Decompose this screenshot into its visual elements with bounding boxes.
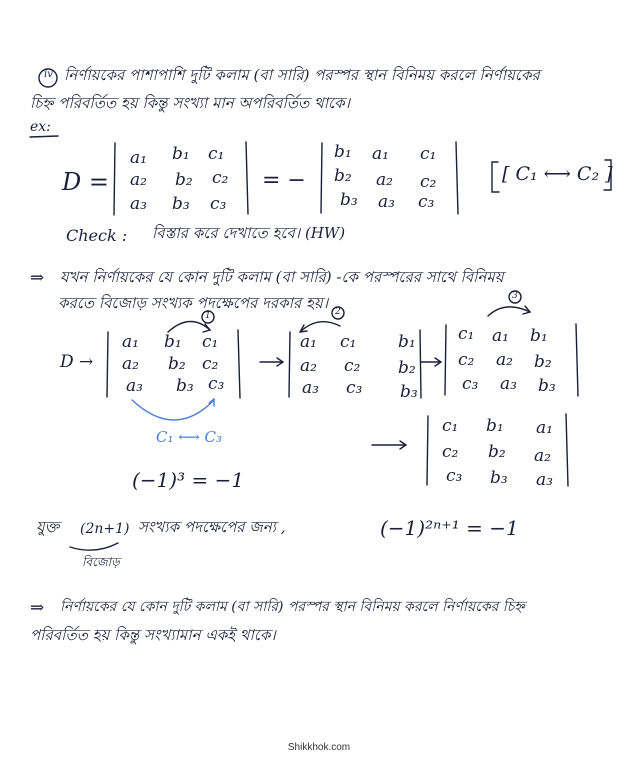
matrix-cell: a₂ <box>130 170 147 190</box>
odd-brace <box>70 543 118 550</box>
matrix-cell: b₁ <box>164 332 182 352</box>
c1-c3-swap-label: C₁ ⟷ C₃ <box>156 428 223 446</box>
matrix-cell: a₃ <box>126 376 143 396</box>
odd-under-label: বিজোড় <box>82 555 120 569</box>
odd-result: (−1)²ⁿ⁺¹ = −1 <box>380 516 519 540</box>
matrix-cell: c₃ <box>418 192 435 212</box>
matrix-cell: b₃ <box>176 376 194 396</box>
example-underline <box>30 136 58 137</box>
matrix-cell: b₃ <box>538 376 556 396</box>
step-number-1: 1 <box>205 311 211 321</box>
matrix-cell: c₂ <box>202 354 219 374</box>
matrix-cell: b₁ <box>486 416 504 436</box>
matrix-cell: a₁ <box>130 148 147 168</box>
step-arrow-3 <box>372 441 406 449</box>
det-bar-left-2 <box>321 143 322 213</box>
matrix-cell: c₁ <box>208 144 225 164</box>
matrix-cell: c₃ <box>462 374 479 394</box>
equals-minus: = − <box>262 168 306 193</box>
matrix-cell: b₂ <box>175 170 193 190</box>
matrix-cell: b₃ <box>400 382 418 402</box>
matrix-cell: a₂ <box>496 350 513 370</box>
point3-line1: নির্ণায়কের যে কোন দুটি কলাম (বা সারি) পরস্পর স্থান বিনিময় করলে নির্ণায়কের চিহ্ন <box>60 599 525 615</box>
det-bar-left-1 <box>114 143 115 215</box>
example-label: ex: <box>30 119 51 135</box>
point2-line1: যখন নির্ণায়কের যে কোন দুটি কলাম (বা সারি) -কে পরস্পরের সাথে বিনিময় <box>60 268 504 286</box>
matrix-cell: a₂ <box>300 356 317 376</box>
matrix-cell: c₃ <box>210 194 227 214</box>
matrix-cell: a₃ <box>130 194 147 214</box>
matrix-cell: a₂ <box>534 446 551 466</box>
matrix-cell: c₂ <box>212 168 229 188</box>
step-arrow-2 <box>421 358 441 366</box>
matrix-cell: b₂ <box>168 354 186 374</box>
c1-c3-arc <box>132 400 214 420</box>
odd-expr: (2n+1) <box>80 521 130 537</box>
matrix-cell: c₃ <box>446 466 463 486</box>
matrix-cell: a₁ <box>536 418 553 438</box>
matrix-cell: c₁ <box>420 144 437 164</box>
matrix-cell: a₃ <box>536 470 553 490</box>
det-bar-right-2 <box>456 142 458 214</box>
section-text-line1: নির্ণায়কের পাশাপাশি দুটি কলাম (বা সারি) পরস্পর স্থান বিনিময় করলে নির্ণায়কের <box>64 66 540 84</box>
matrix-cell: c₁ <box>442 416 459 436</box>
matrix-cell: a₃ <box>500 374 517 394</box>
swap-arc-1 <box>168 321 210 332</box>
matrix-cell: a₁ <box>372 144 389 164</box>
matrix-cell: c₂ <box>420 172 437 192</box>
matrix-cell: b₁ <box>530 326 548 346</box>
matrix-cell: b₂ <box>488 442 506 462</box>
matrix-cell: b₃ <box>340 190 358 210</box>
matrix-cell: b₂ <box>398 358 416 378</box>
point3-line2: পরিবর্তিত হয় কিন্তু সংখ্যামান একই থাকে। <box>30 626 276 644</box>
matrix-cell: a₁ <box>122 332 139 352</box>
matrix-cell: c₂ <box>442 442 459 462</box>
matrix-cell: a₁ <box>492 326 509 346</box>
matrix-cell: b₁ <box>334 142 352 162</box>
check-label: Check : <box>66 226 128 245</box>
footer-site[interactable]: Shikkhok.com <box>287 742 351 753</box>
matrix-cell: a₃ <box>378 192 395 212</box>
section-text-line2: চিহ্ন পরিবর্তিত হয় কিন্তু সংখ্যা মান অপরিবর্তিত থাকে। <box>30 94 350 112</box>
matrix-cell: b₁ <box>172 144 190 164</box>
odd-middle: সংখ্যক পদক্ষেপের জন্য , <box>138 518 286 536</box>
matrix-cell: a₂ <box>122 354 139 374</box>
check-text: বিস্তার করে দেখাতে হবে। (HW) <box>152 224 346 242</box>
matrix-cell: a₃ <box>302 378 319 398</box>
section-number: iv <box>44 69 53 80</box>
d-arrow-label: D → <box>60 352 94 372</box>
swap-arc-3 <box>488 307 530 316</box>
matrix-cell: a₂ <box>376 170 393 190</box>
implies-arrow-2: ⇒ <box>30 598 45 618</box>
step-number-3: 3 <box>512 291 518 301</box>
power-result: (−1)³ = −1 <box>132 468 245 492</box>
step-number-2: 2 <box>335 307 341 317</box>
det-label-d: D = <box>62 168 109 196</box>
matrix-cell: b₃ <box>490 468 508 488</box>
matrix-cell: a₁ <box>300 332 317 352</box>
matrix-cell: b₁ <box>398 332 416 352</box>
det-bar-right-1 <box>246 142 248 214</box>
matrix-cell: c₁ <box>458 324 475 344</box>
matrix-cell: c₁ <box>202 332 219 352</box>
matrix-cell: c₃ <box>208 374 225 394</box>
matrix-cell: c₁ <box>340 332 357 352</box>
odd-prefix: যুক্ত <box>36 518 60 536</box>
swap-notation: [ C₁ ⟷ C₂ ] <box>502 163 613 185</box>
implies-arrow: ⇒ <box>30 268 45 288</box>
matrix-cell: b₂ <box>334 166 352 186</box>
matrix-cell: c₂ <box>458 350 475 370</box>
matrix-cell: b₂ <box>534 352 552 372</box>
bracket-left <box>492 162 499 192</box>
matrix-cell: b₃ <box>172 194 190 214</box>
point2-line2: করতে বিজোড় সংখ্যক পদক্ষেপের দরকার হয়। <box>58 294 329 312</box>
matrix-cell: c₃ <box>346 378 363 398</box>
matrix-cell: c₂ <box>344 356 361 376</box>
step-arrow-1 <box>260 358 283 366</box>
